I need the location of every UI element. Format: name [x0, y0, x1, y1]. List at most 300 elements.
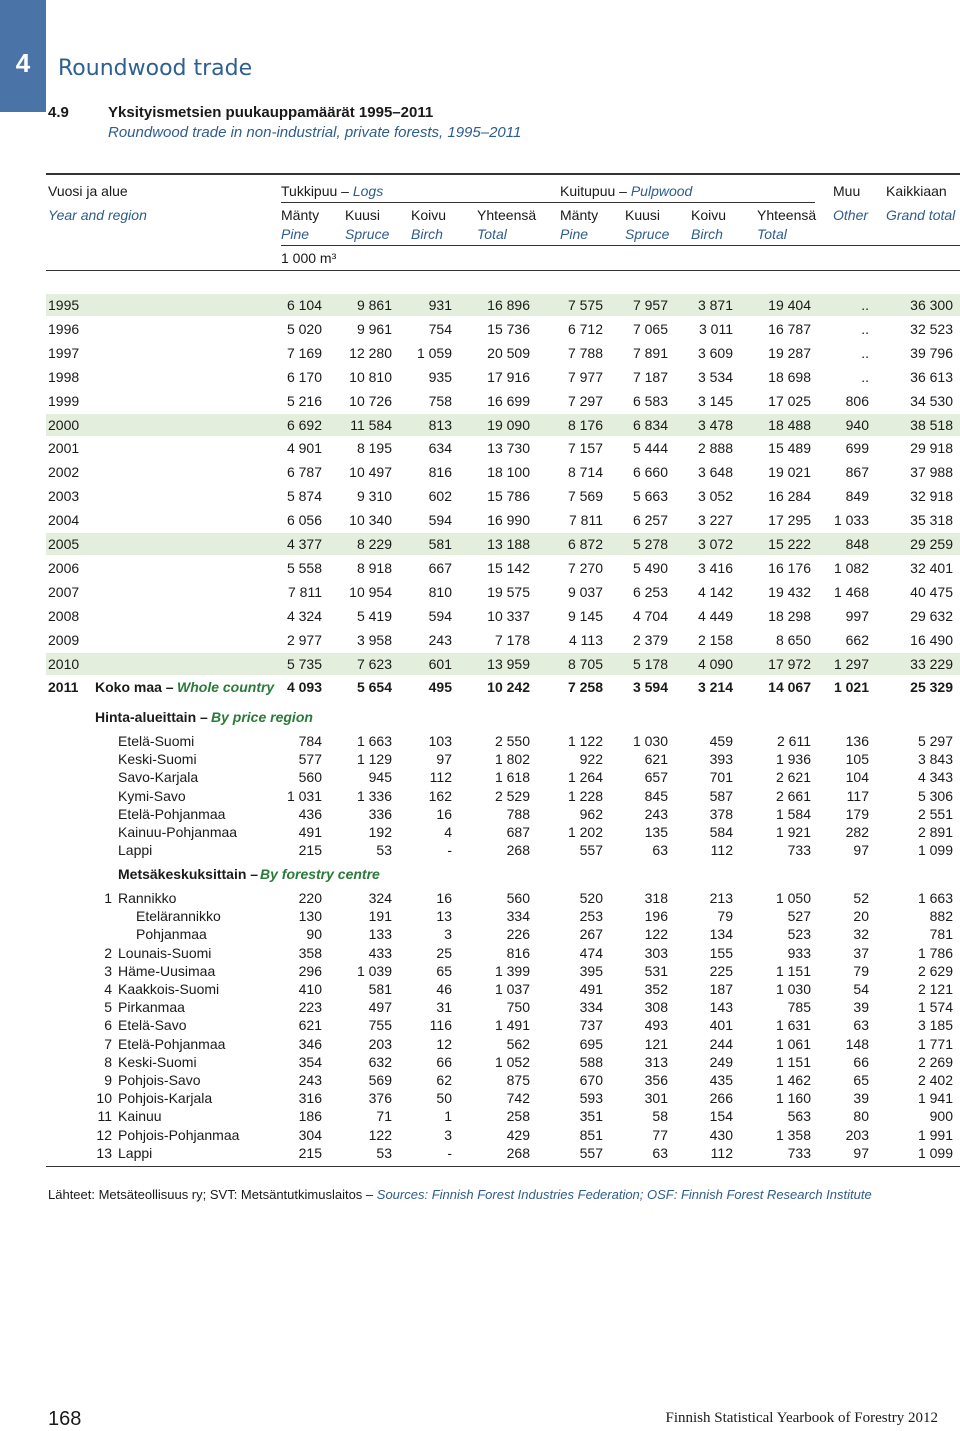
table-cell: 875 — [506, 1072, 530, 1088]
forestry-centre-number: 4 — [104, 981, 112, 997]
table-cell: 19 575 — [487, 583, 530, 600]
table-cell: 5 419 — [356, 607, 392, 624]
table-cell: 4 901 — [286, 440, 322, 457]
table-cell: 474 — [579, 944, 603, 961]
table-cell: 303 — [644, 944, 668, 961]
table-cell: 378 — [709, 805, 733, 822]
table-cell: 6 712 — [567, 320, 603, 337]
unit-label: 1 000 m³ — [281, 250, 337, 266]
table-cell: 8 176 — [567, 416, 603, 433]
table-cell: 6 834 — [632, 416, 668, 433]
table-cell: 754 — [428, 320, 452, 337]
table-cell: 36 300 — [910, 297, 953, 313]
table-cell: 354 — [298, 1053, 322, 1070]
table-cell: 179 — [845, 805, 869, 822]
table-cell: 376 — [368, 1090, 392, 1107]
table-cell: 46 — [436, 981, 452, 997]
table-cell: 1 030 — [775, 981, 811, 997]
table-cell: 758 — [428, 392, 452, 409]
forestry-centre-name: Pohjois-Pohjanmaa — [118, 1126, 240, 1143]
table-cell: 9 861 — [356, 297, 392, 313]
table-cell: 931 — [428, 297, 452, 313]
table-cell: 213 — [709, 890, 733, 906]
table-cell: 16 — [436, 890, 452, 906]
table-cell: 491 — [298, 824, 322, 840]
table-cell: 39 — [853, 1090, 869, 1107]
table-cell: 8 650 — [775, 631, 811, 648]
table-cell: 25 — [436, 944, 452, 961]
table-cell: 13 730 — [487, 440, 530, 457]
table-cell: 243 — [644, 805, 668, 822]
table-cell: 1 082 — [833, 559, 869, 576]
table-cell: 687 — [506, 824, 530, 840]
table-cell: 1 099 — [917, 1144, 953, 1161]
table-cell: 737 — [579, 1017, 603, 1034]
forestry-centre-name: Lappi — [118, 1144, 153, 1161]
header-year-region-fi: Vuosi ja alue — [48, 183, 128, 199]
table-cell: 8 714 — [567, 464, 603, 481]
table-cell: 1 264 — [567, 769, 603, 786]
table-cell: 3 594 — [632, 679, 668, 695]
table-cell: 3 072 — [697, 536, 733, 552]
table-cell: 2 529 — [494, 787, 530, 804]
table-cell: 1 — [444, 1108, 452, 1125]
table-cell: 18 698 — [768, 368, 811, 385]
forestry-centre-name: Etelärannikko — [136, 908, 221, 925]
table-cell: 5 020 — [286, 320, 322, 337]
forestry-centre-number: 3 — [104, 962, 112, 979]
table-cell: 3 648 — [697, 464, 733, 481]
table-cell: 587 — [709, 787, 733, 804]
source-en: Sources: Finnish Forest Industries Federation; OSF: Finnish Forest Research Institute — [376, 1187, 872, 1202]
table-cell: 316 — [298, 1090, 322, 1107]
table-cell: 7 575 — [567, 297, 603, 313]
table-row-year: 1996 — [48, 320, 80, 337]
table-cell: 352 — [644, 981, 668, 997]
total-year: 2011 — [48, 679, 79, 695]
table-cell: 53 — [376, 842, 392, 859]
table-cell: 187 — [709, 981, 733, 997]
table-cell: 18 488 — [768, 416, 811, 433]
table-cell: 6 170 — [286, 368, 322, 385]
table-cell: 1 991 — [917, 1126, 953, 1143]
table-row-year: 2008 — [48, 607, 80, 624]
table-cell: 2 402 — [917, 1072, 953, 1088]
table-cell: 806 — [845, 392, 869, 409]
table-cell: 621 — [644, 751, 668, 768]
table-cell: 32 — [853, 926, 869, 943]
table-cell: 601 — [428, 655, 452, 672]
table-cell: 430 — [709, 1126, 733, 1143]
table-cell: 560 — [298, 769, 322, 786]
table-cell: 10 810 — [349, 368, 392, 385]
table-cell: 657 — [644, 769, 668, 786]
table-cell: 945 — [368, 769, 392, 786]
table-cell: 401 — [709, 1017, 733, 1034]
chapter-title: Roundwood trade — [58, 56, 253, 81]
forestry-centre-number: 2 — [104, 944, 112, 961]
forestry-centre-number: 1 — [104, 890, 112, 906]
forestry-centre-number: 7 — [104, 1035, 112, 1052]
table-cell: 4 — [444, 824, 452, 840]
table-cell: 699 — [845, 440, 869, 457]
table-cell: 90 — [306, 926, 322, 943]
table-cell: 1 584 — [775, 805, 811, 822]
table-cell: 19 404 — [768, 297, 811, 313]
table-row-year: 1999 — [48, 392, 80, 409]
table-cell: 16 787 — [768, 320, 811, 337]
price-region-name: Etelä-Pohjanmaa — [118, 805, 226, 822]
table-cell: 32 523 — [910, 320, 953, 337]
forestry-centre-name: Kaakkois-Suomi — [118, 981, 220, 997]
table-cell: 7 811 — [569, 512, 603, 529]
table-cell: 136 — [845, 733, 869, 749]
table-cell: 32 401 — [910, 559, 953, 576]
table-cell: 7 157 — [567, 440, 603, 457]
table-cell: 19 021 — [768, 464, 811, 481]
table-cell: 324 — [368, 890, 392, 906]
table-cell: 358 — [298, 944, 322, 961]
table-cell: 52 — [853, 890, 869, 906]
table-cell: 562 — [506, 1035, 530, 1052]
table-cell: 9 145 — [567, 607, 603, 624]
table-cell: 7 270 — [567, 559, 603, 576]
table-cell: 25 329 — [910, 679, 953, 695]
table-cell: 226 — [506, 926, 530, 943]
table-cell: 4 090 — [697, 655, 733, 672]
table-cell: 10 497 — [349, 464, 392, 481]
table-cell: 4 343 — [917, 769, 953, 786]
table-row-year: 2007 — [48, 583, 80, 600]
table-cell: 900 — [929, 1108, 953, 1125]
table-cell: 6 104 — [286, 297, 322, 313]
price-region-name: Keski-Suomi — [118, 751, 197, 768]
table-cell: 5 490 — [632, 559, 668, 576]
header-pulp-fi: Kuitupuu – — [560, 183, 627, 199]
table-cell: 334 — [579, 999, 603, 1016]
table-cell: 196 — [644, 908, 668, 925]
table-row-year: 2004 — [48, 512, 80, 529]
table-cell: 7 258 — [567, 679, 603, 695]
table-cell: 38 518 — [910, 416, 953, 433]
forestry-centre-name: Rannikko — [118, 890, 177, 906]
table-row-year: 2009 — [48, 631, 80, 648]
subhead-birch-fi: Koivu — [691, 207, 727, 223]
table-cell: 36 613 — [910, 368, 953, 385]
table-cell: 79 — [717, 908, 733, 925]
table-cell: 1 031 — [286, 787, 322, 804]
table-cell: 9 961 — [356, 320, 392, 337]
table-cell: 733 — [787, 842, 811, 859]
subhead-birch-en: Birch — [691, 226, 723, 242]
table-cell: 16 176 — [768, 559, 811, 576]
table-cell: 3 871 — [697, 297, 733, 313]
table-cell: 122 — [644, 926, 668, 943]
price-region-name: Lappi — [118, 842, 153, 859]
table-cell: 1 228 — [567, 787, 603, 804]
unit-rule — [281, 245, 960, 246]
table-cell: 4 324 — [286, 607, 322, 624]
table-cell: 1 921 — [775, 824, 811, 840]
table-title-fi: Yksityismetsien puukauppamäärät 1995–2011 — [108, 104, 434, 121]
forestry-centre-heading-en: By forestry centre — [260, 866, 380, 882]
table-cell: 593 — [579, 1090, 603, 1107]
subhead-pine-en: Pine — [281, 226, 310, 242]
table-cell: 66 — [853, 1053, 869, 1070]
table-cell: 6 257 — [632, 512, 668, 529]
subhead-pine-fi: Mänty — [560, 207, 599, 223]
table-cell: 318 — [644, 890, 668, 906]
table-cell: 7 623 — [356, 655, 392, 672]
table-cell: 4 449 — [697, 607, 733, 624]
table-cell: .. — [861, 297, 869, 313]
table-cell: 12 — [436, 1035, 452, 1052]
table-row-year: 2000 — [48, 416, 80, 433]
table-cell: 810 — [428, 583, 452, 600]
table-cell: 16 699 — [487, 392, 530, 409]
table-cell: 2 891 — [917, 824, 953, 840]
table-cell: 2 977 — [286, 631, 322, 648]
forestry-centre-heading-fi: Metsäkeskuksittain – — [118, 866, 259, 882]
table-cell: 5 444 — [632, 440, 668, 457]
table-cell: 10 242 — [487, 679, 530, 695]
table-cell: 35 318 — [910, 512, 953, 529]
table-cell: 701 — [709, 769, 733, 786]
table-cell: 10 337 — [487, 607, 530, 624]
table-cell: 34 530 — [910, 392, 953, 409]
table-cell: 203 — [368, 1035, 392, 1052]
forestry-centre-name: Pohjanmaa — [136, 926, 207, 943]
table-cell: 3 052 — [697, 488, 733, 505]
table-cell: 11 584 — [350, 416, 392, 433]
table-cell: 1 786 — [917, 944, 953, 961]
table-cell: 122 — [368, 1126, 392, 1143]
header-grand-fi: Kaikkiaan — [886, 183, 947, 199]
table-cell: 1 202 — [567, 824, 603, 840]
table-cell: 112 — [710, 842, 733, 859]
table-cell: 15 736 — [487, 320, 530, 337]
table-cell: 527 — [787, 908, 811, 925]
table-cell: 2 379 — [632, 631, 668, 648]
table-cell: 7 065 — [632, 320, 668, 337]
table-cell: 63 — [652, 842, 668, 859]
table-cell: 15 489 — [768, 440, 811, 457]
forestry-centre-name: Pohjois-Karjala — [118, 1090, 213, 1107]
table-cell: 19 287 — [768, 344, 811, 361]
table-cell: 15 786 — [487, 488, 530, 505]
table-cell: 2 888 — [697, 440, 733, 457]
table-cell: 662 — [845, 631, 869, 648]
table-cell: 1 037 — [494, 981, 530, 997]
table-cell: 5 735 — [286, 655, 322, 672]
header-logs — [281, 183, 383, 200]
table-cell: 882 — [929, 908, 953, 925]
table-cell: 7 977 — [567, 368, 603, 385]
table-cell: 5 278 — [632, 536, 668, 552]
table-cell: 17 295 — [768, 512, 811, 529]
price-region-heading-en: By price region — [211, 709, 313, 725]
table-cell: 1 160 — [775, 1090, 811, 1107]
table-cell: 225 — [709, 962, 733, 979]
table-cell: 577 — [298, 751, 322, 768]
table-cell: 3 227 — [697, 512, 733, 529]
table-cell: 8 918 — [356, 559, 392, 576]
subhead-pine-en: Pine — [560, 226, 589, 242]
table-cell: 5 216 — [286, 392, 322, 409]
subhead-total-fi: Yhteensä — [757, 207, 817, 223]
table-cell: 16 284 — [768, 488, 811, 505]
table-cell: 266 — [709, 1090, 733, 1107]
table-cell: 105 — [845, 751, 869, 768]
table-cell: 9 310 — [356, 488, 392, 505]
forestry-centre-number: 10 — [96, 1090, 112, 1107]
table-cell: 351 — [579, 1108, 603, 1125]
table-cell: 1 618 — [494, 769, 530, 786]
table-cell: 13 — [436, 908, 452, 925]
table-cell: 1 052 — [494, 1053, 530, 1070]
table-cell: 3 — [444, 926, 452, 943]
table-cell: 6 253 — [632, 583, 668, 600]
table-cell: 267 — [579, 926, 603, 943]
table-cell: 7 811 — [288, 583, 322, 600]
table-cell: 313 — [644, 1053, 668, 1070]
table-cell: 410 — [298, 981, 322, 997]
table-cell: 5 306 — [917, 787, 953, 804]
header-logs-en: Logs — [352, 183, 384, 199]
table-cell: 29 632 — [910, 607, 953, 624]
whole-country-en: Whole country — [177, 679, 275, 695]
table-cell: 191 — [368, 908, 392, 925]
table-cell: 594 — [428, 512, 452, 529]
source-note — [48, 1186, 872, 1203]
table-cell: 268 — [506, 1144, 530, 1161]
table-cell: 459 — [709, 733, 733, 749]
table-cell: 3 214 — [697, 679, 733, 695]
table-cell: .. — [861, 320, 869, 337]
table-cell: 1 663 — [356, 733, 392, 749]
table-cell: 253 — [579, 908, 603, 925]
table-cell: 816 — [428, 464, 452, 481]
table-cell: 581 — [368, 981, 392, 997]
table-cell: 1 129 — [356, 751, 392, 768]
table-cell: 9 037 — [567, 583, 603, 600]
forestry-centre-name: Pohjois-Savo — [118, 1072, 201, 1088]
table-cell: 1 631 — [775, 1017, 811, 1034]
chapter-number: 4 — [15, 48, 31, 78]
table-cell: 784 — [298, 733, 322, 749]
table-cell: 104 — [845, 769, 869, 786]
table-cell: 20 509 — [487, 344, 530, 361]
table-cell: 244 — [709, 1035, 733, 1052]
table-row-year: 2002 — [48, 464, 80, 481]
table-cell: 1 462 — [775, 1072, 811, 1088]
table-cell: 65 — [436, 962, 452, 979]
table-cell: 5 663 — [632, 488, 668, 505]
table-cell: 54 — [853, 981, 869, 997]
table-cell: 14 067 — [768, 679, 811, 695]
table-cell: 670 — [579, 1072, 603, 1088]
table-cell: 4 704 — [632, 607, 668, 624]
table-cell: 243 — [298, 1072, 322, 1088]
table-cell: 79 — [853, 962, 869, 979]
table-cell: 5 297 — [917, 733, 953, 749]
table-cell: 6 660 — [632, 464, 668, 481]
table-cell: 2 661 — [775, 787, 811, 804]
table-cell: 6 056 — [286, 512, 322, 529]
table-cell: 933 — [787, 944, 811, 961]
table-cell: 243 — [428, 631, 452, 648]
table-cell: 940 — [845, 416, 869, 433]
forestry-centre-number: 9 — [104, 1072, 112, 1088]
table-cell: 922 — [579, 751, 603, 768]
table-cell: 130 — [298, 908, 322, 925]
table-cell: 1 061 — [775, 1035, 811, 1052]
table-cell: 7 891 — [632, 344, 668, 361]
table-cell: 845 — [644, 787, 668, 804]
table-cell: 15 142 — [487, 559, 530, 576]
table-cell: 1 099 — [917, 842, 953, 859]
table-cell: 395 — [579, 962, 603, 979]
table-cell: 563 — [787, 1108, 811, 1125]
price-region-heading-fi: Hinta-alueittain – — [95, 709, 208, 725]
table-cell: 249 — [709, 1053, 733, 1070]
table-cell: 7 187 — [632, 368, 668, 385]
table-cell: 4 093 — [286, 679, 322, 695]
table-cell: 133 — [368, 926, 392, 943]
table-cell: 429 — [506, 1126, 530, 1143]
table-cell: 560 — [506, 890, 530, 906]
table-cell: 2 121 — [917, 981, 953, 997]
table-cell: 10 340 — [349, 512, 392, 529]
subhead-total-fi: Yhteensä — [477, 207, 537, 223]
table-cell: 3 011 — [699, 320, 733, 337]
table-cell: 750 — [506, 999, 530, 1016]
forestry-centre-name: Kainuu — [118, 1108, 162, 1125]
whole-country-fi: Koko maa – — [95, 679, 174, 695]
table-cell: 32 918 — [910, 488, 953, 505]
forestry-centre-name: Keski-Suomi — [118, 1053, 197, 1070]
table-cell: 584 — [709, 824, 733, 840]
table-cell: 695 — [579, 1035, 603, 1052]
table-cell: 53 — [376, 1144, 392, 1161]
header-group-rule — [281, 202, 815, 203]
table-cell: 17 972 — [768, 655, 811, 672]
table-cell: 621 — [298, 1017, 322, 1034]
table-cell: 15 222 — [768, 536, 811, 552]
subhead-spruce-fi: Kuusi — [345, 207, 381, 223]
table-cell: 435 — [709, 1072, 733, 1088]
table-cell: 1 941 — [917, 1090, 953, 1107]
table-cell: 2 621 — [775, 769, 811, 786]
header-grand-en: Grand total — [886, 207, 956, 223]
table-cell: 162 — [428, 787, 452, 804]
table-cell: 77 — [652, 1126, 668, 1143]
table-cell: 18 298 — [768, 607, 811, 624]
subhead-pine-fi: Mänty — [281, 207, 320, 223]
table-cell: 4 377 — [286, 536, 322, 552]
table-cell: 33 229 — [910, 655, 953, 672]
table-cell: 97 — [853, 1144, 869, 1161]
table-row-year: 2006 — [48, 559, 80, 576]
table-cell: 557 — [579, 842, 603, 859]
table-cell: 1 802 — [494, 751, 530, 768]
table-cell: 154 — [709, 1108, 733, 1125]
table-cell: 3 609 — [697, 344, 733, 361]
table-cell: 66 — [436, 1053, 452, 1070]
table-cell: 7 297 — [567, 392, 603, 409]
source-fi: Lähteet: Metsäteollisuus ry; SVT: Metsäntutkimuslaitos – — [48, 1187, 374, 1202]
table-cell: 393 — [709, 751, 733, 768]
